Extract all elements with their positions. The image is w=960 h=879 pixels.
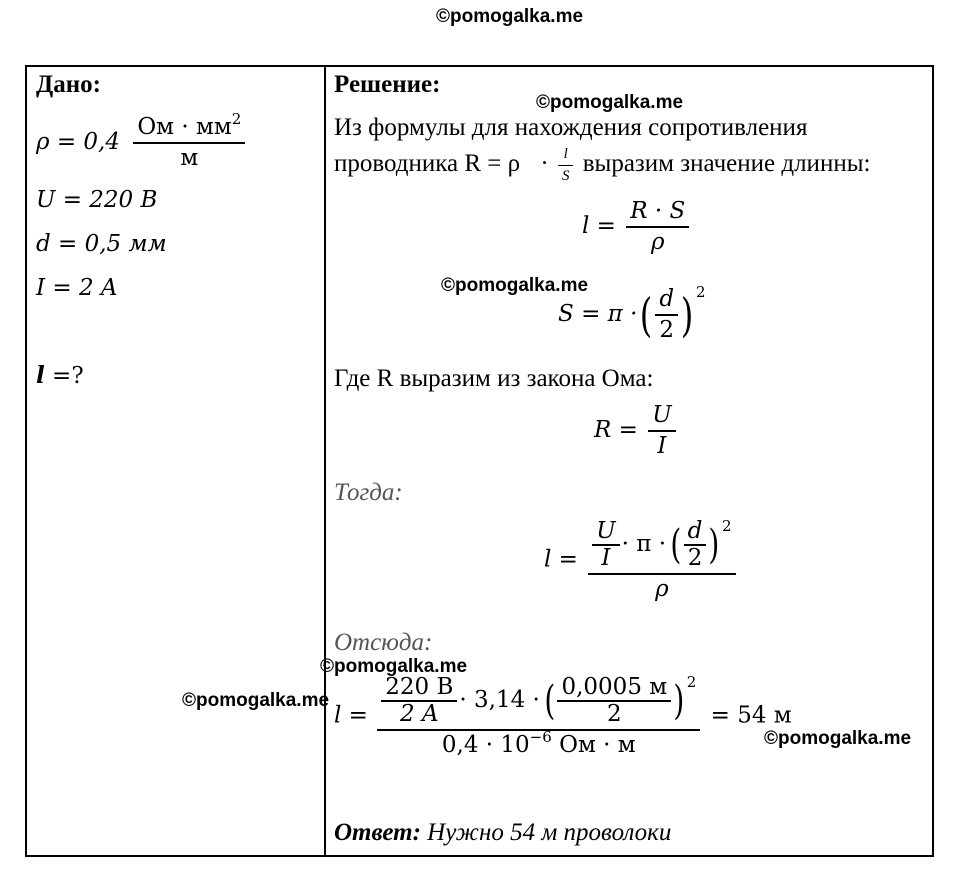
answer-label: Ответ: <box>334 819 421 846</box>
given-diameter: d = 0,5 мм <box>36 231 167 257</box>
formula-length <box>582 200 692 254</box>
solution-ohm-text: Где R выразим из закона Ома: <box>334 365 654 392</box>
formula-numeric-b <box>557 676 671 726</box>
formula-combined-mid: · π · <box>621 531 667 557</box>
formula-numeric-a-den: 2 A <box>400 701 439 727</box>
formula-length-den: ρ <box>651 229 665 255</box>
formula-length-fraction <box>626 200 689 254</box>
formula-ohm <box>594 404 679 458</box>
solution-line2-fnum: l <box>563 146 568 162</box>
formula-ohm-lhs: R = <box>594 417 638 443</box>
formula-length-num: R · S <box>630 198 686 224</box>
formula-numeric-fraction: $\frac{220 В}{2 A}$ · 3,14 · ( $\frac{0,0005 м}{2}$ ) $^2$ $0,4 \cdot 10^{-6}$ Ом · м <box>377 676 700 757</box>
solution-line2-a: проводника R = ρ <box>334 150 521 178</box>
formula-numeric-den-exp: −6 <box>529 728 552 746</box>
watermark-middle: ©pomogalka.me <box>441 275 589 296</box>
given-rho-lhs: ρ = 0,4 <box>36 129 120 155</box>
watermark-hence: ©pomogalka.me <box>320 656 468 677</box>
formula-numeric-result: = 54 м <box>710 702 792 729</box>
formula-combined-i: I <box>601 545 611 571</box>
given-unknown-var: l <box>36 362 45 389</box>
solution-line2-b: выразим значение длинны: <box>582 150 871 178</box>
formula-length-lhs: l = <box>582 213 616 239</box>
given-rho-unit-den: м <box>180 145 199 171</box>
formula-combined-fraction: $\frac{U}{I}$ · π · ( $\frac{d}{2}$ ) $^2$ ρ <box>588 520 735 601</box>
given-unknown <box>36 364 84 388</box>
formula-combined-ui <box>592 520 619 570</box>
formula-numeric-a-num: 220 В <box>385 674 454 700</box>
formula-ohm-num: U <box>652 402 672 428</box>
watermark-right: ©pomogalka.me <box>764 728 912 749</box>
formula-ohm-den: I <box>657 433 667 459</box>
formula-area-lhs: S = π · <box>558 301 638 327</box>
formula-area-num: d <box>659 286 675 312</box>
watermark-left: ©pomogalka.me <box>182 690 330 711</box>
formula-area-exp: 2 <box>696 283 706 301</box>
solution-line2-fraction <box>558 147 574 184</box>
given-unknown-rest: =? <box>44 363 84 389</box>
formula-numeric-lhs: l = <box>334 702 368 729</box>
given-rho-unit-exp: 2 <box>231 110 242 128</box>
formula-combined-exp: 2 <box>721 517 732 535</box>
formula-combined-2: 2 <box>687 545 703 571</box>
column-divider <box>324 65 326 857</box>
formula-combined <box>544 517 739 602</box>
formula-area-fraction <box>655 288 678 342</box>
formula-numeric-mid: · 3,14 · <box>459 687 540 713</box>
solution-line2 <box>334 147 870 184</box>
answer-text: Нужно 54 м проволоки <box>420 819 672 846</box>
formula-combined-u: U <box>596 518 616 544</box>
formula-ohm-fraction <box>648 404 675 458</box>
solution-line2-fden: S <box>561 168 570 184</box>
formula-combined-lhs: l = <box>544 546 578 573</box>
formula-numeric-den-a: 0,4 · 10 <box>441 732 530 758</box>
solution-header: Решение: <box>334 71 441 98</box>
solution-then: Тогда: <box>334 479 403 506</box>
given-rho <box>36 110 248 171</box>
given-rho-unit-num: Ом · мм <box>137 114 232 140</box>
solution-line1: Из формулы для нахождения сопротивления <box>334 114 808 141</box>
solution-hence: Отсюда: <box>334 629 433 656</box>
formula-numeric-den-b: Ом · м <box>551 732 636 758</box>
given-rho-unit <box>133 110 245 171</box>
formula-area: S = π ·( $\frac{d}{2}$ ) $^2$ <box>558 283 706 343</box>
given-voltage: U = 220 В <box>36 187 158 213</box>
formula-numeric-b-num: 0,0005 м <box>561 674 668 700</box>
formula-numeric-a <box>381 676 457 726</box>
given-header: Дано: <box>36 71 101 98</box>
given-current: I = 2 A <box>36 275 118 301</box>
answer <box>334 820 671 845</box>
formula-combined-d2 <box>684 520 707 570</box>
formula-combined-d: d <box>687 518 703 544</box>
formula-numeric-b-den: 2 <box>606 701 622 727</box>
formula-combined-den: ρ <box>655 576 669 602</box>
watermark-solution: ©pomogalka.me <box>536 92 684 113</box>
watermark-top: ©pomogalka.me <box>436 6 584 27</box>
formula-area-den: 2 <box>659 317 675 343</box>
solution-line2-dot: · <box>540 150 549 178</box>
formula-numeric-exp: 2 <box>686 673 697 691</box>
formula-numeric <box>334 673 792 758</box>
